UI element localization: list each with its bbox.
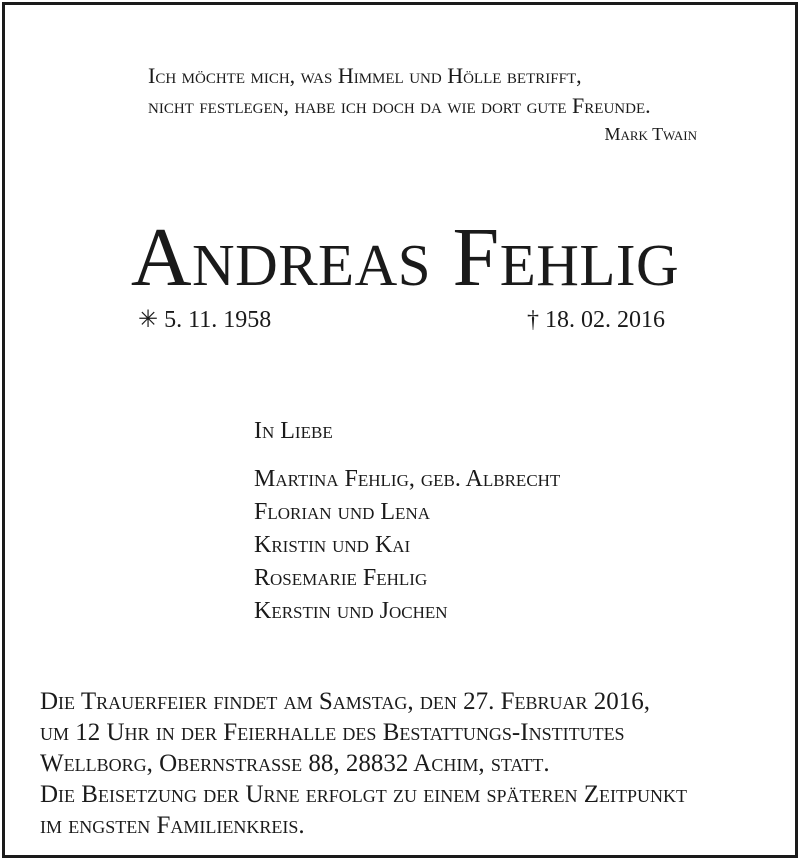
mourner-name: Rosemarie Fehlig: [254, 565, 428, 591]
death-date: 18. 02. 2016: [545, 307, 665, 333]
cross-icon: †: [527, 307, 539, 333]
quote-line-1: Ich möchte mich, was Himmel und Hölle betrifft,: [148, 63, 582, 88]
mourner-name: Florian und Lena: [254, 499, 430, 525]
notice-line: Wellborg, Obernstrasse 88, 28832 Achim, statt.: [40, 750, 550, 777]
notice-line: Die Trauerfeier findet am Samstag, den 27. Februar 2016,: [40, 688, 650, 715]
birth-date-line: [138, 306, 271, 334]
notice-line: Die Beisetzung der Urne erfolgt zu einem späteren Zeitpunkt: [40, 781, 688, 808]
mourner-name: Kristin und Kai: [254, 532, 411, 558]
obituary-frame: [2, 2, 798, 858]
quote-author: Mark Twain: [604, 124, 697, 144]
mourner-name: Kerstin und Jochen: [254, 598, 448, 624]
notice-line: um 12 Uhr in der Feierhalle des Bestattungs-Institutes: [40, 719, 625, 746]
death-date-line: [527, 306, 665, 334]
deceased-name: Andreas Fehlig: [130, 211, 680, 304]
birth-star-icon: ✳: [138, 307, 159, 333]
notice-line: im engsten Familienkreis.: [40, 812, 305, 839]
mourner-name: Martina Fehlig, geb. Albrecht: [254, 466, 561, 492]
mourners-heading: In Liebe: [254, 418, 333, 444]
quote-line-2: nicht festlegen, habe ich doch da wie dort gute Freunde.: [148, 93, 651, 118]
birth-date: 5. 11. 1958: [164, 307, 272, 333]
